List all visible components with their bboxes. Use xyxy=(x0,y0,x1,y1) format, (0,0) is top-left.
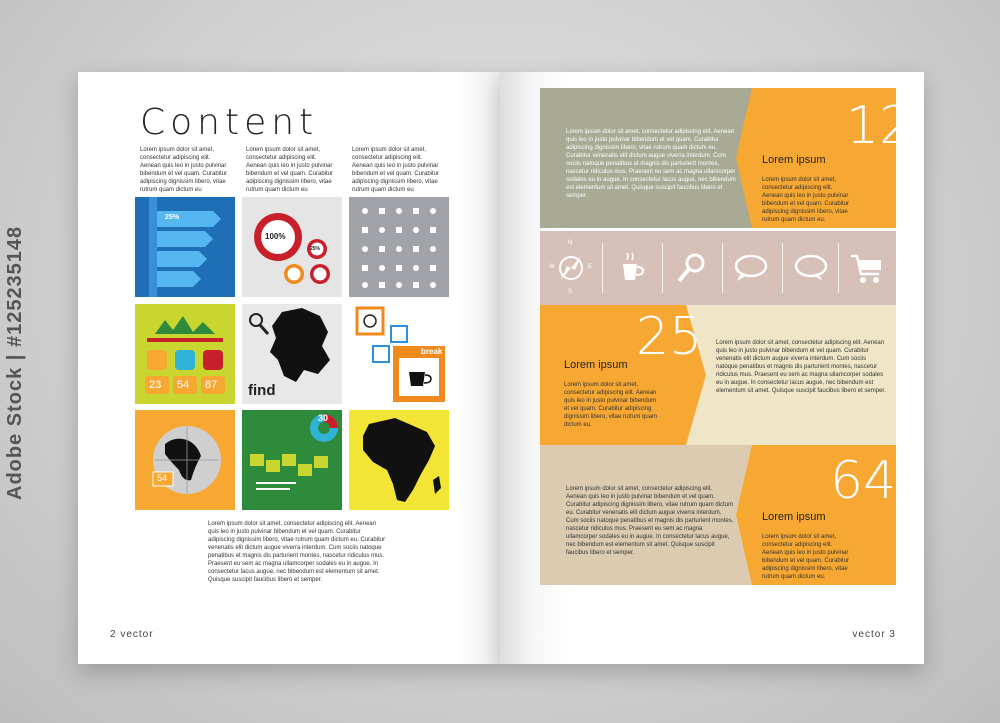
right-page-footer: vector 3 xyxy=(852,629,896,640)
band-12 xyxy=(540,88,913,228)
globe-badge-value: 54 xyxy=(157,473,168,483)
band-25-number: 25 xyxy=(636,307,703,367)
chart-badge-value: 30 xyxy=(318,413,329,423)
left-page xyxy=(78,72,500,664)
tile-globe xyxy=(135,410,235,510)
africa-map-graphic xyxy=(349,410,449,510)
band-12-text-left: Lorem ipsum dolor sit amet, consectetur adipiscing elit. Aenean quis leo in justo pulvinar bibendum et vel quam. Curabitur adipiscing dignissim libero, vitae rutrum quam dictum eu. Curabitur venenatis elit dictum augue viverra interdum. Cum sociis natoque penatibus et magnis dis parturient montes, nascetur ridiculus mus. Praesent eu sem ac magna ullamcorper sodales eu in augue. In consectetur lacus augue, nec bibendum est elementum sit amet. Quisque suscipit faucibus libero et semper. xyxy=(566,129,736,199)
globe-graphic xyxy=(135,410,235,510)
band-12-number: 12 xyxy=(846,96,913,156)
band-64-number: 64 xyxy=(830,451,897,511)
stat-value-1: 23 xyxy=(149,379,162,391)
intro-column-3: Lorem ipsum dolor sit amet, consectetur adipiscing elit. Aenean quis leo in justo pulvinar bibendum et vel quam. Curabitur adipiscing dignissim libero, vitae rutrum quam dictum eu xyxy=(352,147,440,193)
band-64-text-right: Lorem ipsum dolor sit amet, consectetur adipiscing elit. Aenean quis leo in justo pulvinar bibendum et vel quam. Curabitur adipiscing dignissim libero, vitae rutrum quam dictum eu. xyxy=(762,534,850,580)
band-12-heading: Lorem ipsum xyxy=(762,154,826,166)
tile-europe-map xyxy=(242,304,342,404)
intro-column-2: Lorem ipsum dolor sit amet, consectetur adipiscing elit. Aenean quis leo in justo pulvinar bibendum et vel quam. Curabitur adipiscing dignissim libero, vitae rutrum quam dictum eu xyxy=(246,147,334,193)
coffee-cup-icon xyxy=(606,231,656,305)
intro-column-1: Lorem ipsum dolor sit amet, consectetur adipiscing elit. Aenean quis leo in justo pulvinar bibendum et vel quam. Curabitur adipiscing dignissim libero, vitae rutrum quam dictum eu xyxy=(140,147,228,193)
tile-africa-map xyxy=(349,410,449,510)
icon-separator xyxy=(838,243,839,293)
tile-break-infographic xyxy=(349,304,449,404)
band-64-text-left: Lorem ipsum dolor sit amet, consectetur adipiscing elit. Aenean quis leo in justo pulvinar bibendum et vel quam. Curabitur adipiscing dignissim libero, vitae rutrum quam dictum eu. Curabitur venenatis elit dictum augue viverra interdum. Cum sociis natoque penatibus et magnis dis parturient montes, nascetur ridiculus mus. Praesent eu sem ac magna ullamcorper sodales eu in augue. In consectetur lacus augue, nec bibendum est elementum sit amet. Quisque suscipit faucibus libero et semper. xyxy=(566,486,734,556)
icon-strip xyxy=(540,231,896,305)
icon-separator xyxy=(782,243,783,293)
pie-graphic xyxy=(242,197,342,297)
band-64-heading: Lorem ipsum xyxy=(762,511,826,523)
tile-stats-infographic xyxy=(135,304,235,404)
chat-bubble-icon xyxy=(786,231,836,305)
compass-icon: N S W E xyxy=(549,240,593,295)
right-page xyxy=(500,72,924,664)
band-25 xyxy=(540,305,896,445)
stock-watermark: Adobe Stock | #125235148 xyxy=(4,225,26,500)
shopping-cart-icon xyxy=(842,231,892,305)
tile-pie-infographic xyxy=(242,197,342,297)
tile-green-chart xyxy=(242,410,342,510)
band-25-text-right: Lorem ipsum dolor sit amet, consectetur adipiscing elit. Aenean quis leo in justo pulvinar bibendum et vel quam. Curabitur venenatis elit dictum augue viverra interdum. Cum sociis natoque penatibus et magnis dis parturient montes, nascetur ridiculus mus. Praesent eu sem ac magna ullamcorper sodales eu in augue. In consectetur lacus augue, nec bibendum est elementum sit amet. Quisque suscipit faucibus libero et semper. xyxy=(716,340,886,394)
find-label: find xyxy=(248,382,276,399)
stat-value-3: 87 xyxy=(205,379,218,391)
band-25-text-left: Lorem ipsum dolor sit amet, consectetur adipiscing elit. Aenean quis leo in justo pulvinar bibendum et vel quam. Curabitur adipiscing dignissim libero, vitae rutrum quam dictum eu. xyxy=(564,382,658,428)
pie-center-value: 100% xyxy=(265,232,286,241)
arrow-percent-label: 25% xyxy=(165,214,180,221)
band-64 xyxy=(540,445,896,585)
magnifier-icon xyxy=(666,231,716,305)
left-body-text: Lorem ipsum dolor sit amet, consectetur adipiscing elit. Aenean quis leo in justo pulvinar bibendum et vel quam. Curabitur adipiscing dignissim libero, vitae rutrum quam dictum eu. Curabitur venenatis elit dictum augue viverra interdum. Cum sociis natoque penatibus et magnis dis parturient montes, nascetur ridiculus mus. Praesent eu sem ac magna ullamcorper sodales eu in augue. In consectetur lacus augue, nec bibendum est elementum sit amet. Quisque suscipit faucibus libero et semper. xyxy=(208,521,386,583)
page-title: Content xyxy=(140,102,319,143)
band-12-text-right: Lorem ipsum dolor sit amet, consectetur adipiscing elit. Aenean quis leo in justo pulvinar bibendum et vel quam. Curabitur adipiscing dignissim libero, vitae rutrum quam dictum eu. xyxy=(762,177,850,223)
speech-bubble-icon xyxy=(726,231,776,305)
arrows-graphic xyxy=(135,197,235,297)
icon-separator xyxy=(602,243,603,293)
tile-icon-grid xyxy=(349,197,449,297)
green-chart-graphic xyxy=(242,410,342,510)
left-page-footer: 2 vector xyxy=(110,629,154,640)
icon-grid-graphic xyxy=(349,197,449,297)
break-label: break xyxy=(421,347,443,356)
icon-separator xyxy=(662,243,663,293)
stat-value-2: 54 xyxy=(177,379,190,391)
band-25-heading: Lorem ipsum xyxy=(564,359,628,371)
tile-arrows-infographic xyxy=(135,197,235,297)
pie-bubble-value: 25% xyxy=(310,246,321,252)
icon-separator xyxy=(722,243,723,293)
